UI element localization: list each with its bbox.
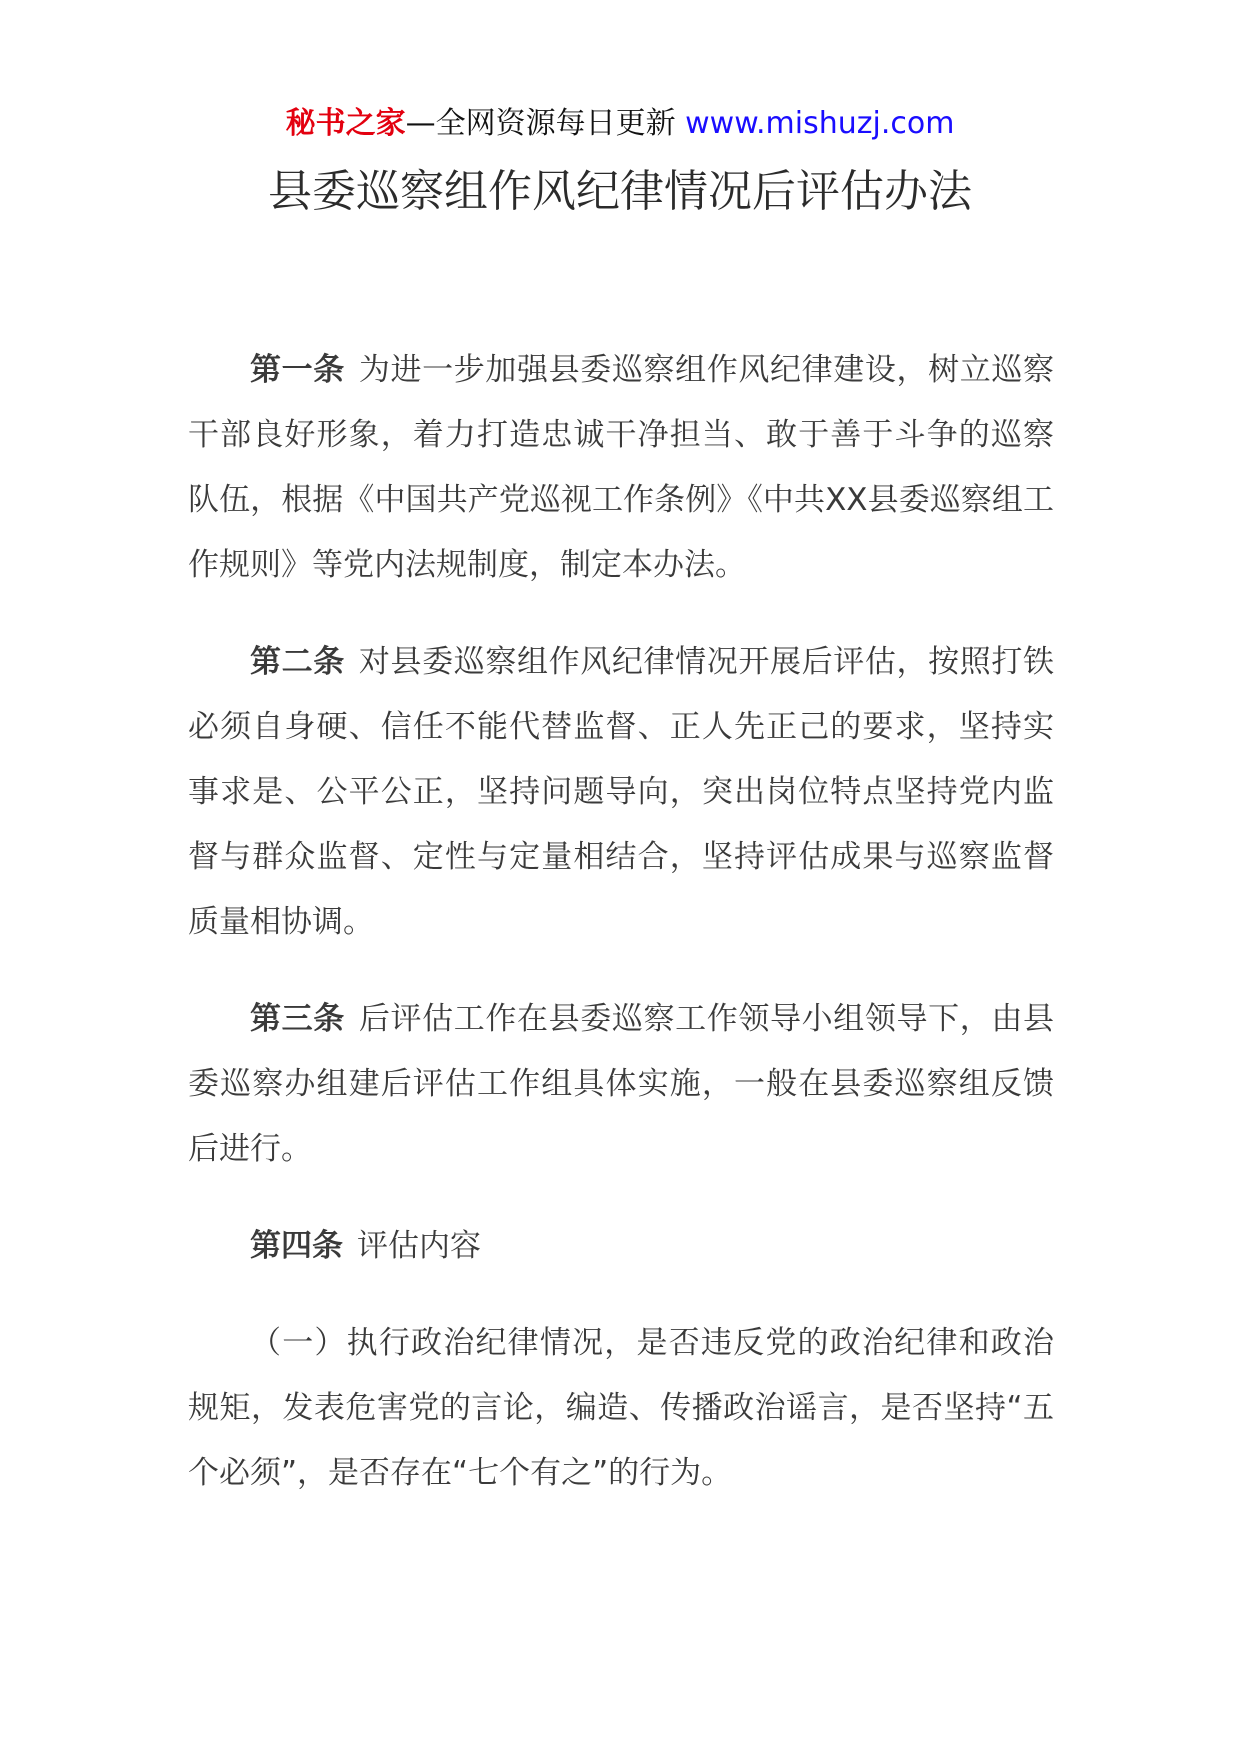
article-text: 对县委巡察组作风纪律情况开展后评估，按照打铁必须自身硬、信任不能代替监督、正人先正己的要求，坚持实事求是、公平公正，坚持问题导向，突出岗位特点坚持党内监督与群众监督、定性与定量相结合，坚持评估成果与巡察监督质量相协调。: [188, 644, 1054, 940]
article-label: 第四条: [250, 1228, 343, 1264]
site-url-link[interactable]: www.mishuzj.com: [685, 106, 955, 141]
document-title: 县委巡察组作风纪律情况后评估办法: [268, 166, 972, 217]
document-body: [188, 338, 1054, 1538]
article-2: [188, 630, 1054, 955]
article-text: 后评估工作在县委巡察工作领导小组领导下，由县委巡察办组建后评估工作组具体实施，一般在县委巡察组反馈后进行。: [188, 1001, 1054, 1167]
clause-text: （一）执行政治纪律情况，是否违反党的政治纪律和政治规矩，发表危害党的言论，编造、传播政治谣言，是否坚持“五个必须”，是否存在“七个有之”的行为。: [188, 1325, 1054, 1491]
article-label: 第三条: [250, 1001, 345, 1037]
article-text: 评估内容: [357, 1228, 481, 1264]
article-4: [188, 1214, 1054, 1279]
site-brand: 秘书之家: [285, 106, 406, 141]
article-1: [188, 338, 1054, 598]
clause-1: [188, 1311, 1054, 1506]
site-slogan: —全网资源每日更新: [405, 106, 676, 141]
article-text: 为进一步加强县委巡察组作风纪律建设，树立巡察干部良好形象，着力打造忠诚干净担当、敢于善于斗争的巡察队伍，根据《中国共产党巡视工作条例》《中共XX县委巡察组工作规则》等党内法规制度，制定本办法。: [188, 352, 1054, 583]
site-header: [0, 102, 1240, 146]
article-label: 第一条: [250, 352, 345, 388]
article-label: 第二条: [250, 644, 345, 680]
article-3: [188, 987, 1054, 1182]
